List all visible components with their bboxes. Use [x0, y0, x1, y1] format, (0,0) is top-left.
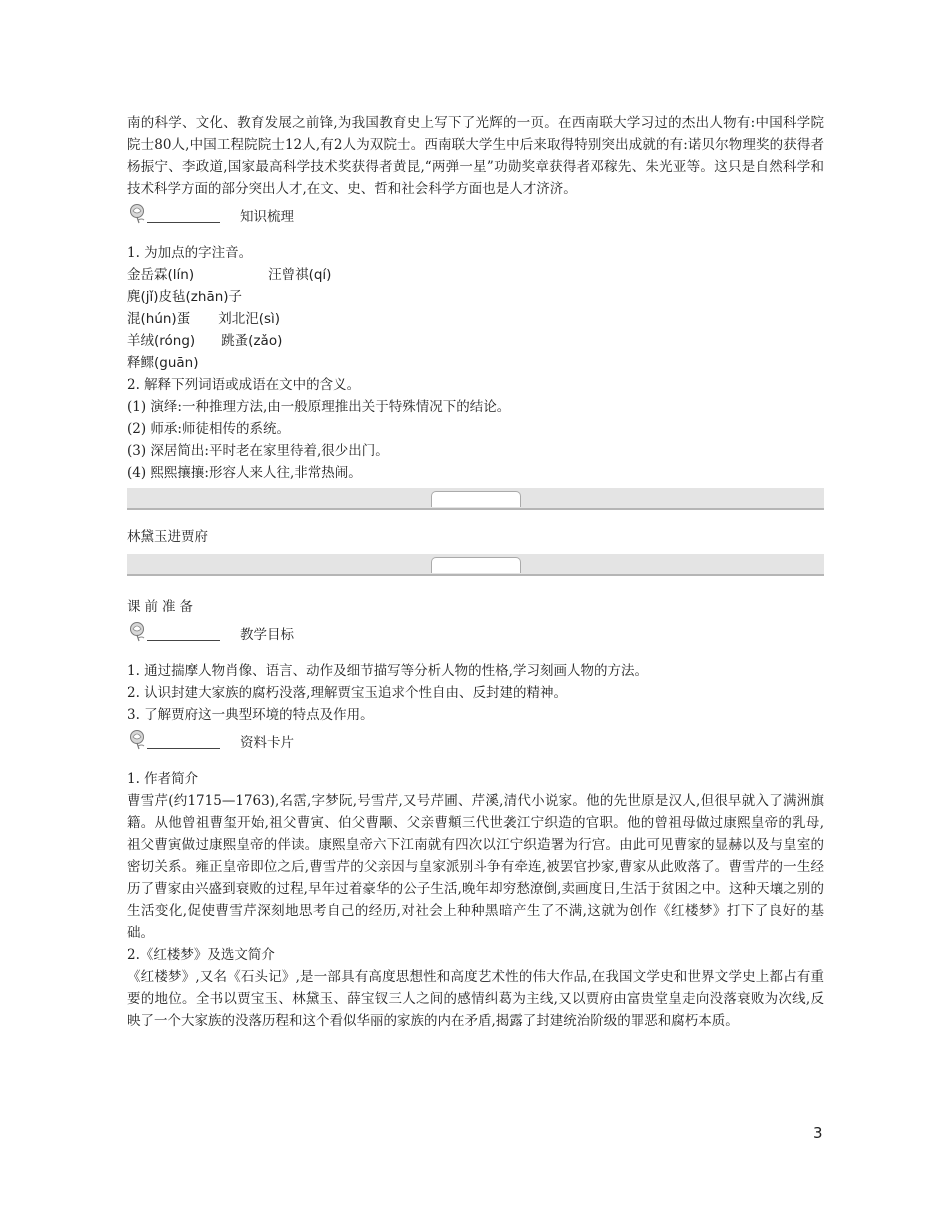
pinyin-item: 金岳霖(lín): [127, 267, 195, 283]
pinyin-item: 汪曾祺(qí): [268, 267, 332, 283]
header-rule: [147, 748, 220, 749]
definition-item: (1) 演绎:一种推理方法,由一般原理推出关于特殊情况下的结论。: [127, 399, 511, 415]
page-number: 3: [813, 1124, 823, 1142]
question-2: 2. 解释下列词语或成语在文中的含义。: [127, 377, 361, 393]
page-content: [127, 112, 824, 1032]
objective-item: 2. 认识封建大家族的腐朽没落,理解贾宝玉追求个性自由、反封建的精神。: [127, 685, 567, 701]
pinyin-item: 混(hún)蛋: [127, 311, 191, 327]
novel-paragraph: 《红楼梦》,又名《石头记》,是一部具有高度思想性和高度艺术性的伟大作品,在我国文学史和世界文学史上都占有重要的地位。全书以贾宝玉、林黛玉、薛宝钗三人之间的感情纠葛为主线,又以贾府由富贵堂皇走向没落衰败为次线,反映了一个大家族的没落历程和这个看似华丽的家族的内在矛盾,揭露了封建统治阶级的罪恶和腐朽本质。: [127, 969, 824, 1029]
author-heading: 1. 作者简介: [127, 771, 199, 787]
header-rule: [147, 640, 220, 641]
rose-icon: [127, 728, 149, 750]
section-header-knowledge: [127, 202, 824, 232]
definition-item: (2) 师承:师徒相传的系统。: [127, 421, 290, 437]
objective-item: 3. 了解贾府这一典型环境的特点及作用。: [127, 707, 374, 723]
section-header-materials: [127, 728, 824, 758]
section-header-objectives: [127, 620, 824, 650]
pinyin-row: [127, 352, 824, 374]
section-title: 知识梳理: [240, 209, 294, 225]
rose-icon: [127, 620, 149, 642]
section-divider: [127, 554, 824, 576]
novel-heading: 2.《红楼梦》及选文简介: [127, 947, 275, 963]
rose-icon: [127, 202, 149, 224]
question-1: 1. 为加点的字注音。: [127, 245, 253, 261]
objective-item: 1. 通过揣摩人物肖像、语言、动作及细节描写等分析人物的性格,学习刻画人物的方法。: [127, 663, 648, 679]
lesson-title: 林黛玉进贾府: [127, 529, 208, 545]
pinyin-item: 羊绒(róng): [127, 333, 196, 349]
header-rule: [147, 222, 220, 223]
pinyin-row: [127, 286, 824, 308]
section-title: 教学目标: [240, 627, 294, 643]
pinyin-row: [127, 264, 824, 286]
pinyin-row: [127, 330, 824, 352]
pinyin-item: 释鳏(guān): [127, 355, 199, 371]
divider-tab: [431, 557, 521, 573]
prep-title: 课前准备: [127, 599, 197, 615]
divider-tab: [431, 491, 521, 507]
pinyin-item: 跳蚤(zǎo): [221, 333, 283, 349]
pinyin-item: 刘北汜(sì): [218, 311, 281, 327]
definition-item: (3) 深居简出:平时老在家里待着,很少出门。: [127, 443, 389, 459]
intro-paragraph: 南的科学、文化、教育发展之前锋,为我国教育史上写下了光辉的一页。在西南联大学习过的杰出人物有:中国科学院院士80人,中国工程院院士12人,有2人为双院士。西南联大学生中后来取得特别突出成就的有:诺贝尔物理奖的获得者杨振宁、李政道,国家最高科学技术奖获得者黄昆,“两弹一星”功勋奖章获得者邓稼先、朱光亚等。这只是自然科学和技术科学方面的部分突出人才,在文、史、哲和社会科学方面也是人才济济。: [127, 115, 824, 197]
section-divider: [127, 488, 824, 510]
section-title: 资料卡片: [240, 735, 294, 751]
author-paragraph: 曹雪芹(约1715—1763),名霑,字梦阮,号雪芹,又号芹圃、芹溪,清代小说家。他的先世原是汉人,但很早就入了满洲旗籍。从他曾祖曹玺开始,祖父曹寅、伯父曹颙、父亲曹頫三代世袭江宁织造的官职。他的曾祖母做过康熙皇帝的乳母,祖父曹寅做过康熙皇帝的伴读。康熙皇帝六下江南就有四次以江宁织造署为行宫。由此可见曹家的显赫以及与皇室的密切关系。雍正皇帝即位之后,曹雪芹的父亲因与皇家派别斗争有牵连,被罢官抄家,曹家从此败落了。曹雪芹的一生经历了曹家由兴盛到衰败的过程,早年过着豪华的公子生活,晚年却穷愁潦倒,卖画度日,生活于贫困之中。这种天壤之别的生活变化,促使曹雪芹深刻地思考自己的经历,对社会上种种黑暗产生了不满,这就为创作《红楼梦》打下了良好的基础。: [127, 793, 824, 941]
definition-item: (4) 熙熙攘攘:形容人来人往,非常热闹。: [127, 465, 362, 481]
pinyin-item: 麂(jǐ)皮毡(zhān)子: [127, 289, 243, 305]
pinyin-row: [127, 308, 824, 330]
